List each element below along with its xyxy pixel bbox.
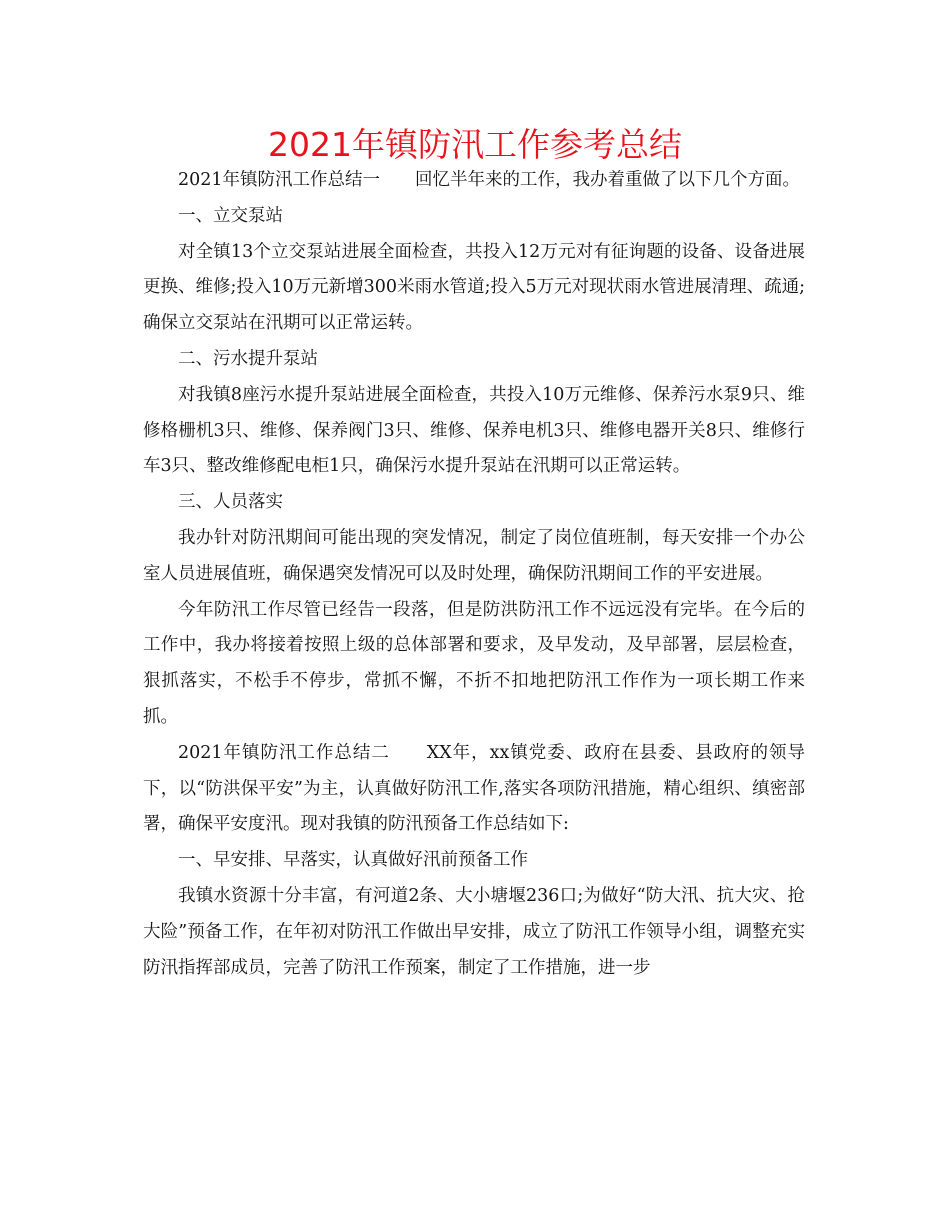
paragraph-interchange-pump-station: 对全镇13个立交泵站进展全面检查，共投入12万元对有征询题的设备、设备进展更换、维修;投入10万元新增300米雨水管道;投入5万元对现状雨水管进展清理、疏通;确保立交泵站在汛期可以正常运转。 [143,241,805,334]
paragraph-personnel: 我办针对防汛期间可能出现的突发情况，制定了岗位值班制，每天安排一个办公室人员进展值班，确保遇突发情况可以及时处理，确保防汛期间工作的平安进展。 [143,527,805,584]
paragraph-sewage-lift-pump-station: 对我镇8座污水提升泵站进展全面检查，共投入10万元维修、保养污水泵9只、维修格栅机3只、维修、保养阀门3只、维修、保养电机3只、维修电器开关8只、维修行车3只、整改维修配电柜1只，确保污水提升泵站在汛期可以正常运转。 [143,384,805,477]
paragraph-summary-one-intro: 2021年镇防汛工作总结一 回忆半年来的工作，我办着重做了以下几个方面。 [178,170,801,190]
paragraph-early-arrangement: 我镇水资源十分丰富，有河道2条、大小塘堰236口;为做好“防大汛、抗大灾、抢大险”预备工作，在年初对防汛工作做出早安排，成立了防汛工作领导小组，调整充实防汛指挥部成员，完善了防汛工作预案，制定了工作措施，进一步 [143,885,805,978]
heading-interchange-pump-station: 一、立交泵站 [178,205,283,226]
document-body [143,163,805,986]
paragraph-conclusion: 今年防汛工作尽管已经告一段落，但是防洪防汛工作不远远没有完毕。在今后的工作中，我办将接着按照上级的总体部署和要求，及早发动，及早部署，层层检查，狠抓落实，不松手不停步，常抓不懈，不折不扣地把防汛工作作为一项长期工作来抓。 [143,599,805,727]
heading-early-arrangement: 一、早安排、早落实，认真做好汛前预备工作 [178,850,528,871]
document-title: 2021年镇防汛工作参考总结 [268,125,682,164]
heading-personnel: 三、人员落实 [178,492,283,513]
heading-sewage-lift-pump-station: 二、污水提升泵站 [178,348,318,369]
paragraph-summary-two-intro: 2021年镇防汛工作总结二 XX年，xx镇党委、政府在县委、县政府的领导下，以“防洪保平安”为主，认真做好防汛工作,落实各项防汛措施，精心组织、缜密部署，确保平安度汛。现对我镇的防汛预备工作总结如下: [143,742,805,835]
